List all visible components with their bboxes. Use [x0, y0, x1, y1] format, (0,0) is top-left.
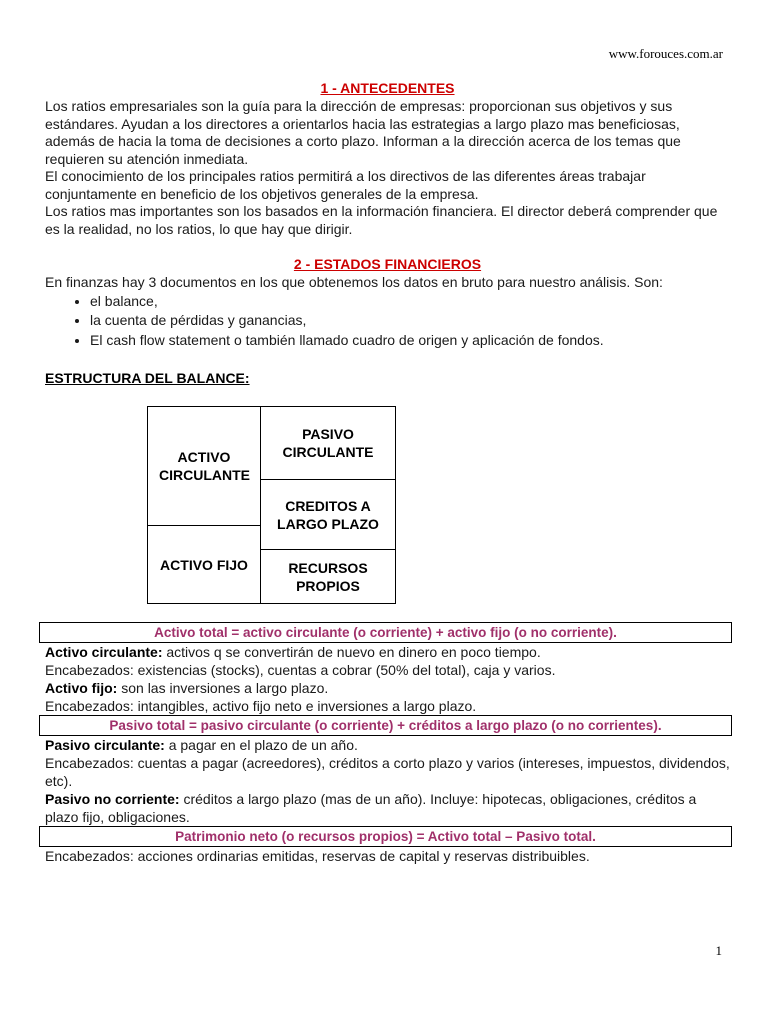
- section-title-antecedentes: 1 - ANTECEDENTES: [320, 80, 455, 96]
- encabezados-text: Encabezados: existencias (stocks), cuentas a cobrar (50% del total), caja y varios.: [45, 662, 556, 678]
- balance-liabilities-column: [261, 407, 395, 603]
- definition-activo-circulante: [45, 643, 730, 661]
- definition-pasivo-no-corriente: [45, 790, 730, 826]
- list-item: • el balance,: [90, 292, 730, 312]
- term-label: Pasivo no corriente:: [45, 791, 180, 807]
- definition-pasivo-circulante: [45, 736, 730, 754]
- formula-pasivo-total: Pasivo total = pasivo circulante (o corriente) + créditos a largo plazo (o no corrientes).: [39, 715, 732, 736]
- pasivo-circulante-label: PASIVO CIRCULANTE: [282, 426, 374, 460]
- formula-patrimonio-neto: Patrimonio neto (o recursos propios) = Activo total – Pasivo total.: [39, 826, 732, 847]
- creditos-largo-plazo-cell: [261, 479, 395, 549]
- paragraph: Los ratios empresariales son la guía para la dirección de empresas: proporcionan sus objetivos y sus estándares. Ayudan a los directores a orientarlos hacia las estrategias a largo plazo mas beneficiosas, además de hacia la toma de decisiones a corto plazo. Informan a la dirección acerca de los temas que requieren su atención inmediata.: [45, 98, 681, 167]
- activo-circulante-cell: [148, 407, 260, 525]
- page-number: 1: [715, 943, 722, 958]
- encabezados-text: Encabezados: intangibles, activo fijo neto e inversiones a largo plazo.: [45, 698, 477, 714]
- activo-fijo-label: ACTIVO FIJO: [160, 556, 248, 573]
- balance-diagram: [147, 406, 396, 604]
- creditos-largo-plazo-label: CREDITOS A LARGO PLAZO: [277, 497, 379, 532]
- term-label: Activo fijo:: [45, 680, 118, 696]
- activo-fijo-cell: [148, 525, 260, 603]
- paragraph: El conocimiento de los principales ratios permitirá a los directivos de las diferentes áreas trabajar conjuntamente en beneficio de los objetivos generales de la empresa.: [45, 168, 646, 202]
- term-text: activos q se convertirán de nuevo en dinero en poco tiempo.: [162, 644, 541, 660]
- pasivo-circulante-cell: [261, 407, 395, 479]
- paragraph: En finanzas hay 3 documentos en los que obtenemos los datos en bruto para nuestro análisis. Son:: [45, 274, 663, 290]
- site-url: www.forouces.com.ar: [608, 46, 723, 61]
- term-text: son las inversiones a largo plazo.: [117, 680, 329, 696]
- list-item: • El cash flow statement o también llamado cuadro de origen y aplicación de fondos.: [90, 331, 730, 351]
- balance-assets-column: [148, 407, 261, 603]
- recursos-propios-cell: [261, 549, 395, 603]
- list-item: • la cuenta de pérdidas y ganancias,: [90, 311, 730, 331]
- term-text: créditos a largo plazo (mas de un año). Incluye: hipotecas, obligaciones, créditos a plazo fijo, obligaciones.: [45, 791, 697, 825]
- term-label: Pasivo circulante:: [45, 737, 165, 753]
- encabezados-text: Encabezados: acciones ordinarias emitidas, reservas de capital y reservas distribuibles.: [45, 848, 590, 864]
- recursos-propios-label: RECURSOS PROPIOS: [288, 559, 368, 594]
- definition-activo-fijo: [45, 679, 730, 697]
- paragraph: Los ratios mas importantes son los basados en la información financiera. El director deberá comprender que es la realidad, no los ratios, lo que hay que dirigir.: [45, 203, 718, 237]
- balance-structure-title: ESTRUCTURA DEL BALANCE:: [45, 370, 250, 386]
- documents-list: [45, 292, 730, 351]
- term-label: Activo circulante:: [45, 644, 163, 660]
- section-title-estados-financieros: 2 - ESTADOS FINANCIEROS: [293, 256, 482, 272]
- document-body: [45, 78, 730, 388]
- encabezados-text: Encabezados: cuentas a pagar (acreedores), créditos a corto plazo y varios (intereses, impuestos, dividendos, etc).: [45, 755, 730, 789]
- term-text: a pagar en el plazo de un año.: [164, 737, 358, 753]
- definitions-section: [45, 622, 730, 865]
- activo-circulante-label: ACTIVO CIRCULANTE: [159, 449, 250, 483]
- formula-activo-total: Activo total = activo circulante (o corriente) + activo fijo (o no corriente).: [39, 622, 732, 643]
